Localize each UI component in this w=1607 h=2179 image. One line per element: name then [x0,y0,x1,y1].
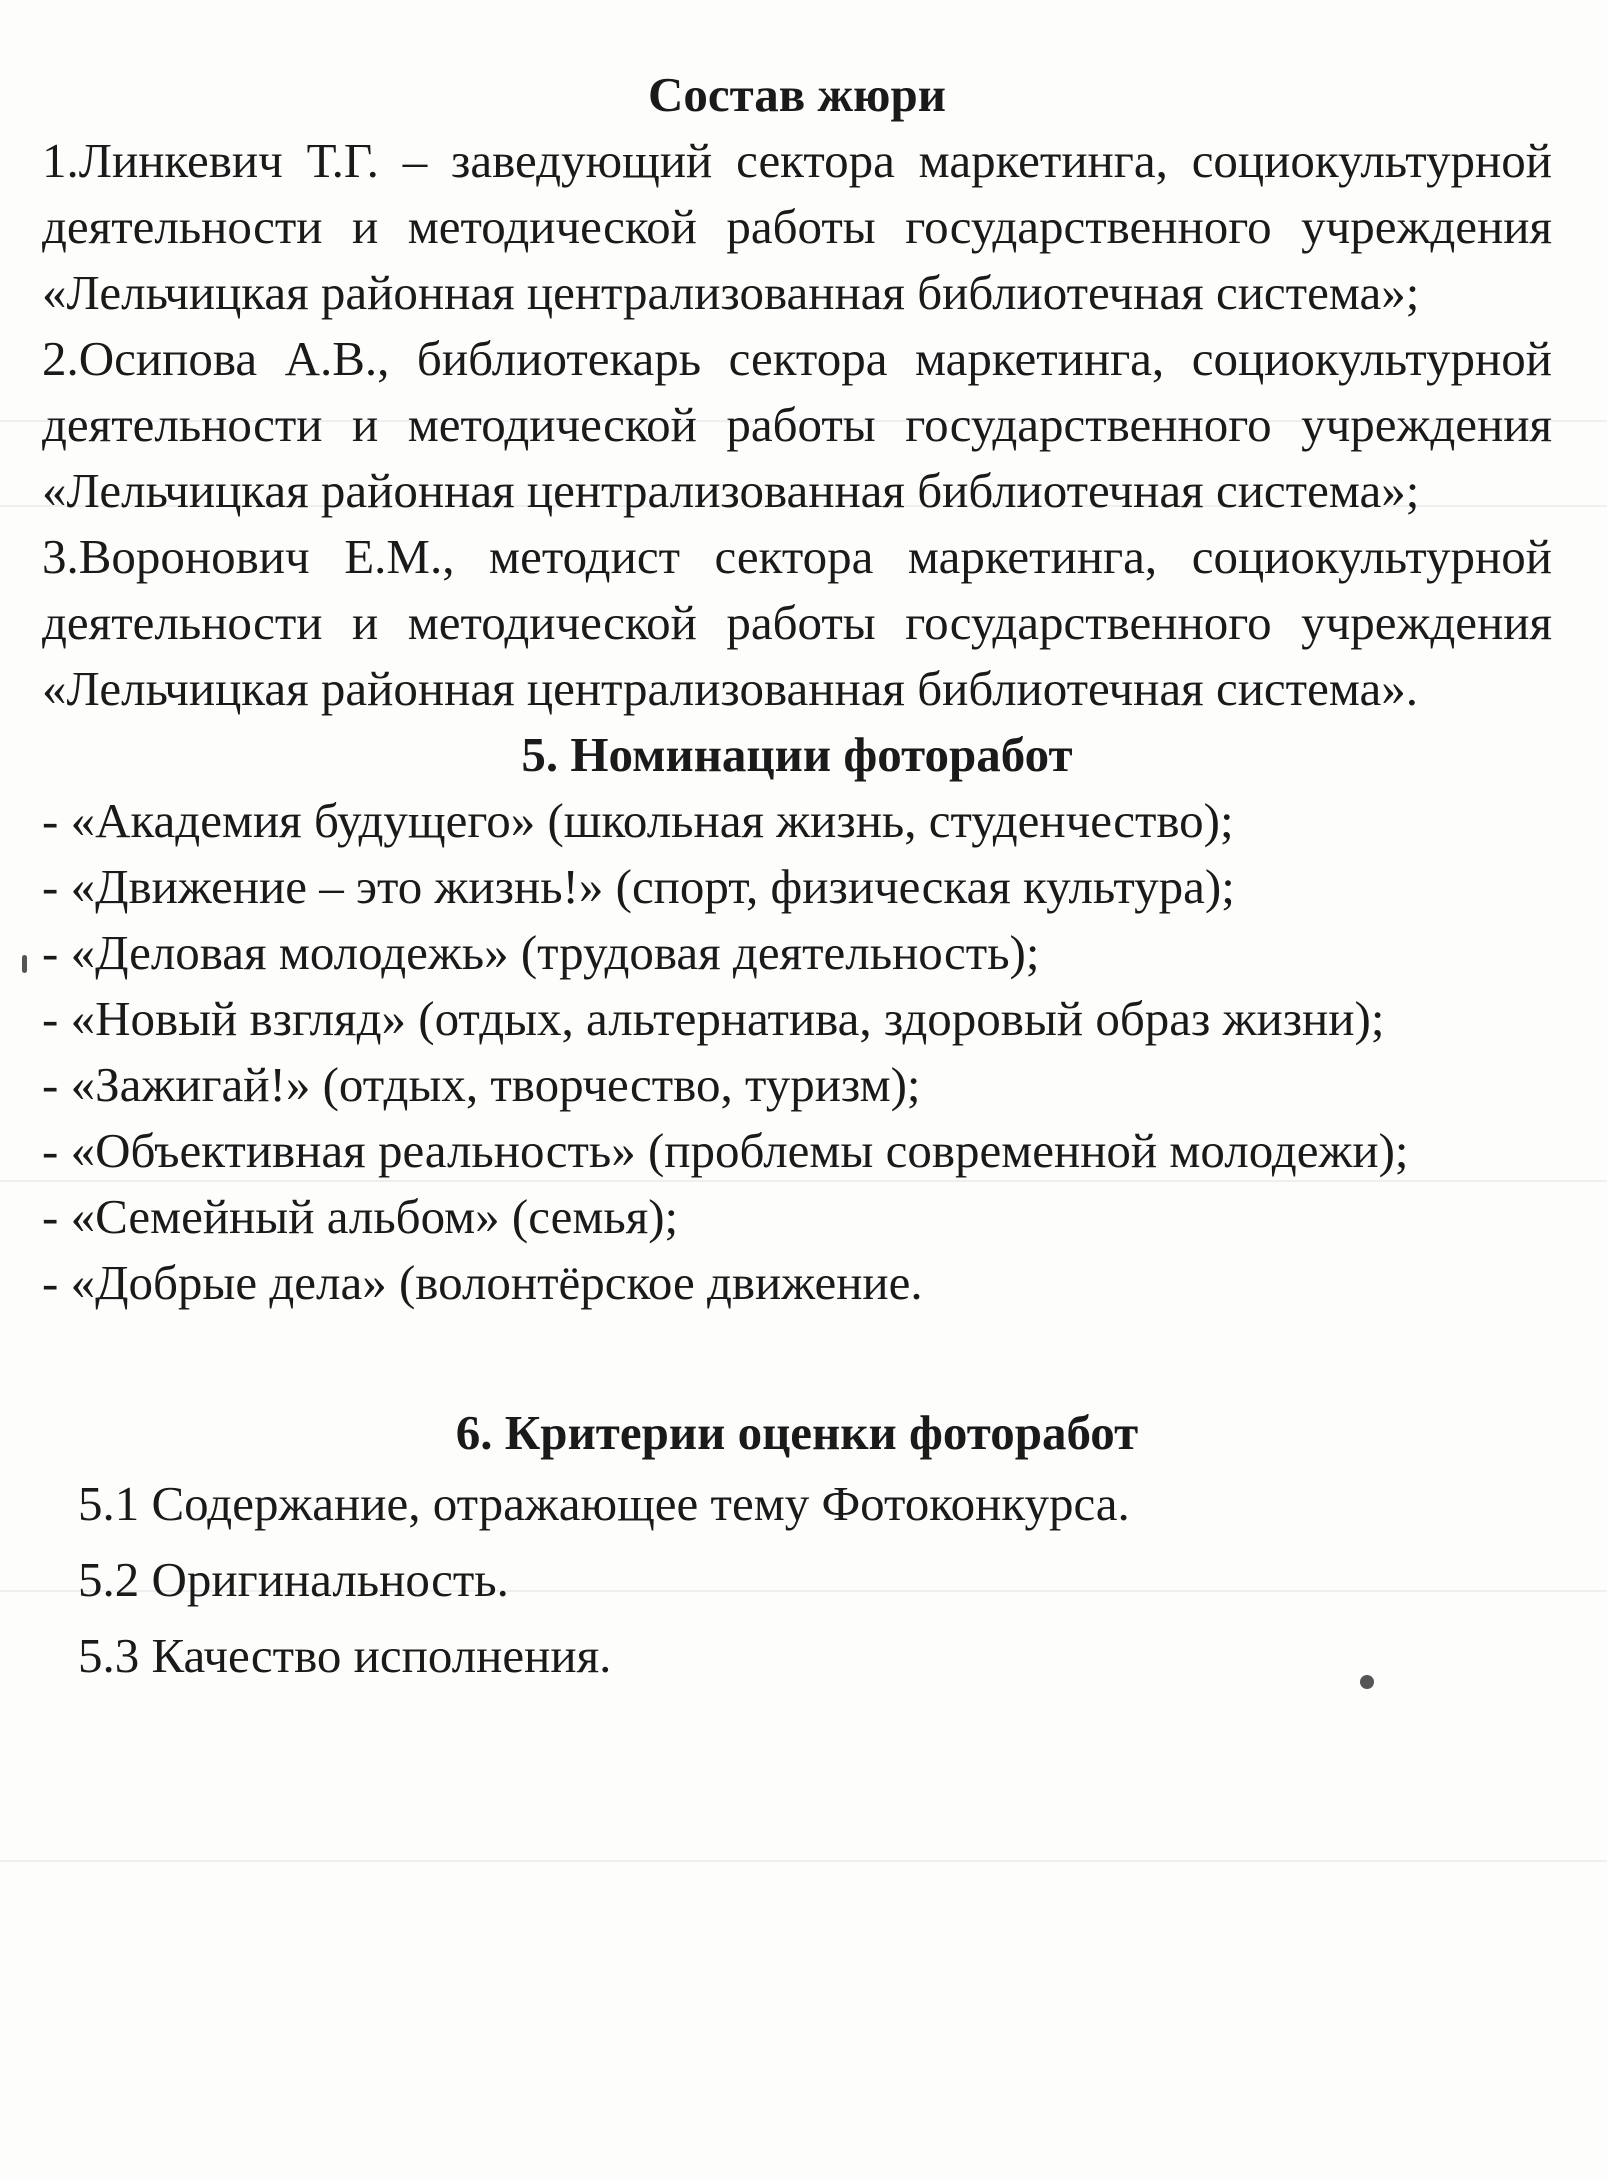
nomination-item: - «Новый взгляд» (отдых, альтернатива, здоровый образ жизни); [42,991,1385,1046]
nominations-title: 5. Номинации фоторабот [521,727,1073,782]
criteria-item: 5.2 Оригинальность. [78,1552,509,1607]
criteria-title: 6. Критерии оценки фоторабот [455,1405,1139,1460]
section-gap [42,1316,1552,1400]
nomination-item: - «Зажигай!» (отдых, творчество, туризм); [42,1057,921,1112]
nomination-item: - «Добрые дела» (волонтёрское движение. [42,1255,923,1310]
nomination-item: - «Движение – это жизнь!» (спорт, физическая культура); [42,859,1235,914]
bleed-through-line [0,1860,1607,1862]
jury-title: Состав жюри [648,67,946,122]
nomination-item: - «Объективная реальность» (проблемы современной молодежи); [42,1123,1409,1178]
nomination-item: - «Семейный альбом» (семья); [42,1189,679,1244]
ink-speck [22,955,27,973]
nomination-item: - «Академия будущего» (школьная жизнь, студенчество); [42,793,1234,848]
criteria-item: 5.3 Качество исполнения. [78,1628,612,1683]
nomination-item: - «Деловая молодежь» (трудовая деятельность); [42,925,1040,980]
jury-member-2: 2.Осипова А.В., библиотекарь сектора маркетинга, социокультурной деятельности и методической работы государственного учреждения «Лельчицкая районная централизованная библиотечная система»; [42,331,1552,518]
document-body [42,62,1552,1694]
jury-member-1: 1.Линкевич Т.Г. – заведующий сектора маркетинга, социокультурной деятельности и методической работы государственного учреждения «Лельчицкая районная централизованная библиотечная система»; [42,133,1552,320]
jury-member-3: 3.Воронович Е.М., методист сектора маркетинга, социокультурной деятельности и методической работы государственного учреждения «Лельчицкая районная централизованная библиотечная система». [42,529,1552,716]
criteria-item: 5.1 Содержание, отражающее тему Фотоконкурса. [78,1476,1130,1531]
